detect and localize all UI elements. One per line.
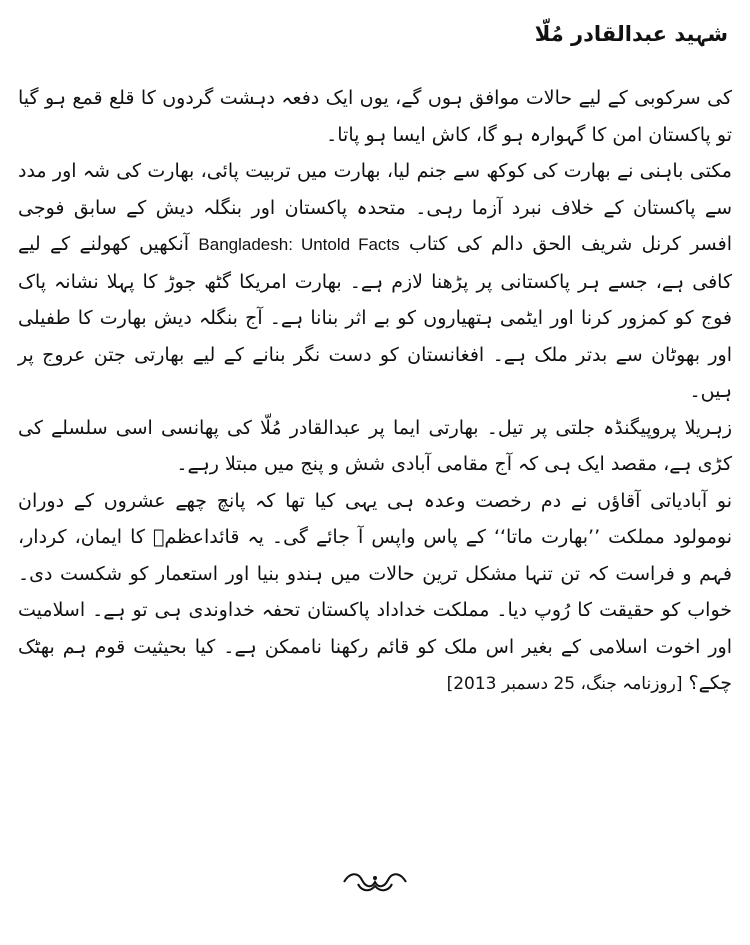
paragraph-text: نو آبادیاتی آقاؤں نے دم رخصت وعدہ ہی یہی کیا تھا کہ پانچ چھے عشروں کے دوران نومولود مملکت ’’بھارت ماتا‘‘ کے پاس واپس آ جائے گی۔ یہ قائداعظمؒ کا ایمان، کردار، فہم و فراست کہ تن تنہا مشکل ترین حالات میں ہندو بنیا اور استعمار کو شکست دی۔ خواب کو حقیقت کا رُوپ دیا۔ مملکت خداداد پاکستان تحفہ خداوندی ہی تو ہے۔ اسلامیت اور اخوت اسلامی کے بغیر اس ملک کو قائم رکھنا ناممکن ہے۔ کیا بحیثیت قوم ہم بھٹک چکے؟ bbox=[18, 489, 732, 694]
paragraph-text: مکتی باہنی نے بھارت کی کوکھ سے جنم لیا، بھارت میں تربیت پائی، بھارت کی شہ اور مدد سے پاکستان کے خلاف نبرد آزما رہی۔ متحدہ پاکستان اور بنگلہ دیش کے سابق فوجی افسر کرنل شریف الحق دالم کی کتاب bbox=[18, 160, 732, 255]
flourish-icon bbox=[340, 870, 410, 894]
paragraph-4 bbox=[18, 483, 732, 703]
paragraph-text: زہریلا پروپیگنڈہ جلتی پر تیل۔ بھارتی ایما پر عبدالقادر مُلّا کی پھانسی اسی سلسلے کی کڑی ہے، مقصد ایک ہی کہ آج مقامی آبادی شش و پنج میں مبتلا رہے۔ bbox=[18, 416, 732, 475]
source-citation: [روزنامہ جنگ، 25 دسمبر 2013] bbox=[446, 674, 683, 694]
paragraph-3 bbox=[18, 410, 732, 483]
paragraph-text: آنکھیں کھولنے کے لیے کافی ہے، جسے ہر پاکستانی پر پڑھنا لازم ہے۔ بھارت امریکا گٹھ جوڑ کا پہلا نشانہ پاک فوج کو کمزور کرنا اور ایٹمی ہتھیاروں کو بے اثر بنانا ہے۔ آج بنگلہ دیش بھارت کا طفیلی اور بھوٹان سے بدتر ملک ہے۔ افغانستان کو دست نگر بنانے کے لیے بھارتی جتن عروج پر ہیں۔ bbox=[18, 233, 732, 402]
article-body bbox=[18, 80, 732, 703]
ornament-divider-icon bbox=[0, 870, 750, 898]
paragraph-text: کی سرکوبی کے لیے حالات موافق ہوں گے، یوں ایک دفعہ دہشت گردوں کا قلع قمع ہو گیا تو پاکستان امن کا گہوارہ ہو گا، کاش ایسا ہو پاتا۔ bbox=[18, 87, 732, 146]
article-heading: شہید عبدالقادر مُلّا bbox=[534, 22, 728, 46]
book-title: Bangladesh: Untold Facts bbox=[198, 235, 400, 254]
paragraph-2 bbox=[18, 153, 732, 410]
paragraph-1 bbox=[18, 80, 732, 153]
